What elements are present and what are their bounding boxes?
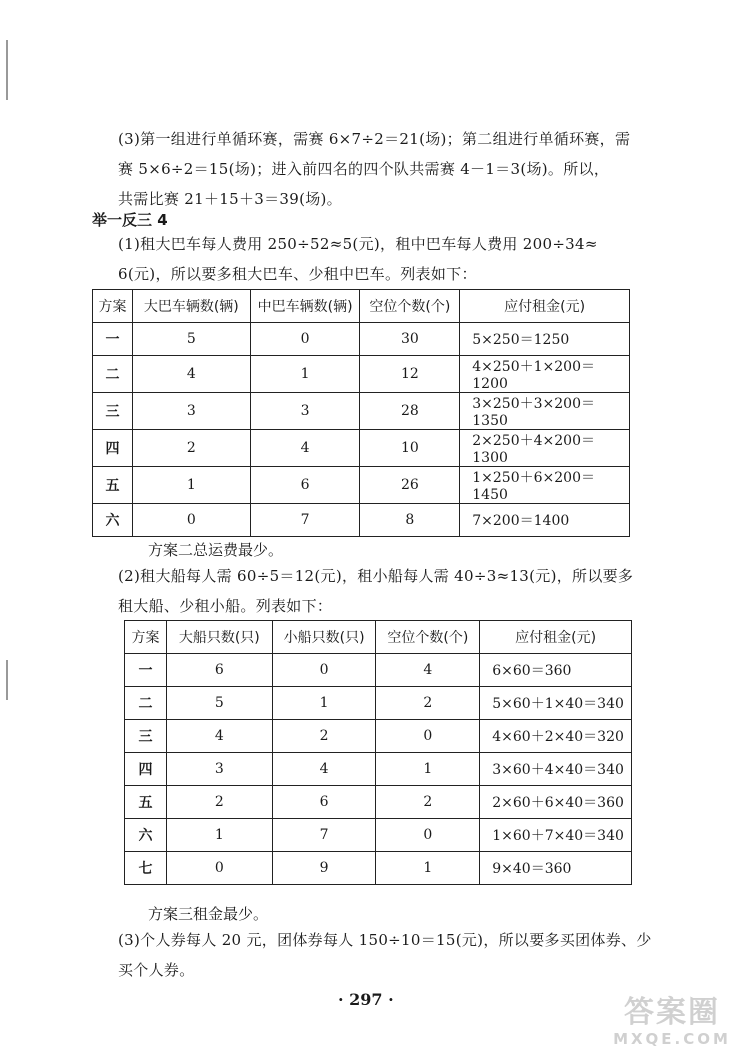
header-cell: 应付租金(元)	[480, 621, 632, 654]
value-cell: 0	[132, 504, 250, 537]
section-title: 举一反三 4	[92, 211, 168, 229]
formula-cell: 5×60＋1×40＝340	[480, 687, 632, 720]
value-cell: 4	[376, 654, 480, 687]
value-cell: 6	[272, 786, 376, 819]
header-cell: 空位个数(个)	[360, 290, 460, 323]
header-cell: 方案	[93, 290, 133, 323]
value-cell: 30	[360, 323, 460, 356]
header-cell: 小船只数(只)	[272, 621, 376, 654]
value-cell: 6	[166, 654, 272, 687]
value-cell: 1	[376, 753, 480, 786]
value-cell: 8	[360, 504, 460, 537]
value-cell: 1	[132, 467, 250, 504]
value-cell: 2	[132, 430, 250, 467]
value-cell: 5	[166, 687, 272, 720]
plan-cell: 三	[125, 720, 167, 753]
table-row	[93, 504, 630, 537]
table-row	[93, 323, 630, 356]
value-cell: 0	[250, 323, 360, 356]
page-number: · 297 ·	[338, 990, 394, 1009]
header-cell: 方案	[125, 621, 167, 654]
problem3-paragraph	[118, 124, 630, 214]
formula-cell: 6×60＝360	[480, 654, 632, 687]
header-cell: 应付租金(元)	[460, 290, 630, 323]
value-cell: 5	[132, 323, 250, 356]
table-row	[93, 430, 630, 467]
formula-cell: 1×60＋7×40＝340	[480, 819, 632, 852]
value-cell: 1	[272, 687, 376, 720]
text-line: (3)个人券每人 20 元，团体券每人 150÷10＝15(元)，所以要多买团体券、少	[118, 931, 652, 949]
text-line: (2)租大船每人需 60÷5＝12(元)，租小船每人需 40÷3≈13(元)，所以要多	[118, 567, 634, 585]
text-line: 共需比赛 21＋15＋3＝39(场)。	[118, 190, 342, 208]
plan-cell: 七	[125, 852, 167, 885]
header-cell: 中巴车辆数(辆)	[250, 290, 360, 323]
value-cell: 12	[360, 356, 460, 393]
value-cell: 10	[360, 430, 460, 467]
value-cell: 0	[166, 852, 272, 885]
header-cell: 大船只数(只)	[166, 621, 272, 654]
part3-paragraph	[118, 925, 652, 985]
watermark-logo-text: 答案圈	[624, 995, 720, 1030]
value-cell: 1	[166, 819, 272, 852]
plan-cell: 四	[125, 753, 167, 786]
formula-cell: 1×250＋6×200＝1450	[460, 467, 630, 504]
text-line: 6(元)，所以要多租大巴车、少租中巴车。列表如下：	[118, 265, 477, 283]
table-row	[125, 852, 632, 885]
value-cell: 3	[132, 393, 250, 430]
conclusion-1: 方案二总运费最少。	[148, 541, 284, 559]
value-cell: 4	[250, 430, 360, 467]
value-cell: 0	[376, 720, 480, 753]
value-cell: 7	[272, 819, 376, 852]
table-row	[125, 819, 632, 852]
value-cell: 2	[166, 786, 272, 819]
table-row	[93, 467, 630, 504]
formula-cell: 3×250＋3×200＝1350	[460, 393, 630, 430]
formula-cell: 9×40＝360	[480, 852, 632, 885]
table-row	[125, 720, 632, 753]
value-cell: 1	[250, 356, 360, 393]
formula-cell: 4×250＋1×200＝1200	[460, 356, 630, 393]
value-cell: 28	[360, 393, 460, 430]
part2-paragraph	[118, 561, 633, 621]
table-header-row	[125, 621, 632, 654]
scan-edge-mark	[6, 40, 8, 100]
value-cell: 2	[272, 720, 376, 753]
plan-cell: 六	[125, 819, 167, 852]
formula-cell: 2×60＋6×40＝360	[480, 786, 632, 819]
table-row	[93, 393, 630, 430]
value-cell: 6	[250, 467, 360, 504]
formula-cell: 2×250＋4×200＝1300	[460, 430, 630, 467]
conclusion-2: 方案三租金最少。	[148, 905, 269, 923]
value-cell: 3	[250, 393, 360, 430]
plan-cell: 二	[125, 687, 167, 720]
value-cell: 2	[376, 786, 480, 819]
value-cell: 0	[376, 819, 480, 852]
part1-paragraph	[118, 229, 598, 289]
table-row	[125, 654, 632, 687]
value-cell: 1	[376, 852, 480, 885]
value-cell: 4	[272, 753, 376, 786]
header-cell: 空位个数(个)	[376, 621, 480, 654]
plan-cell: 三	[93, 393, 133, 430]
formula-cell: 3×60＋4×40＝340	[480, 753, 632, 786]
text-line: 赛 5×6÷2＝15(场)；进入前四名的四个队共需赛 4－1＝3(场)。所以，	[118, 160, 610, 178]
table-header-row	[93, 290, 630, 323]
plan-cell: 一	[125, 654, 167, 687]
value-cell: 2	[376, 687, 480, 720]
formula-cell: 7×200＝1400	[460, 504, 630, 537]
formula-cell: 5×250＝1250	[460, 323, 630, 356]
header-cell: 大巴车辆数(辆)	[132, 290, 250, 323]
value-cell: 3	[166, 753, 272, 786]
plan-cell: 一	[93, 323, 133, 356]
table-row	[125, 753, 632, 786]
value-cell: 4	[166, 720, 272, 753]
watermark-site-text: MXQE.COM	[613, 1030, 731, 1048]
formula-cell: 4×60＋2×40＝320	[480, 720, 632, 753]
plan-cell: 五	[93, 467, 133, 504]
plan-cell: 六	[93, 504, 133, 537]
plan-cell: 五	[125, 786, 167, 819]
text-line: 租大船、少租小船。列表如下：	[118, 597, 333, 615]
table-boat-plans	[124, 620, 632, 885]
scan-edge-mark	[6, 660, 8, 700]
table-row	[125, 687, 632, 720]
table-bus-plans	[92, 289, 630, 537]
value-cell: 4	[132, 356, 250, 393]
watermark-logo	[602, 996, 742, 1056]
value-cell: 9	[272, 852, 376, 885]
table-row	[125, 786, 632, 819]
text-line: (1)租大巴车每人费用 250÷52≈5(元)，租中巴车每人费用 200÷34≈	[118, 235, 598, 253]
plan-cell: 二	[93, 356, 133, 393]
plan-cell: 四	[93, 430, 133, 467]
text-line: 买个人券。	[118, 961, 195, 979]
table-row	[93, 356, 630, 393]
text-line: (3)第一组进行单循环赛，需赛 6×7÷2＝21(场)；第二组进行单循环赛，需	[118, 130, 631, 148]
value-cell: 7	[250, 504, 360, 537]
value-cell: 26	[360, 467, 460, 504]
value-cell: 0	[272, 654, 376, 687]
